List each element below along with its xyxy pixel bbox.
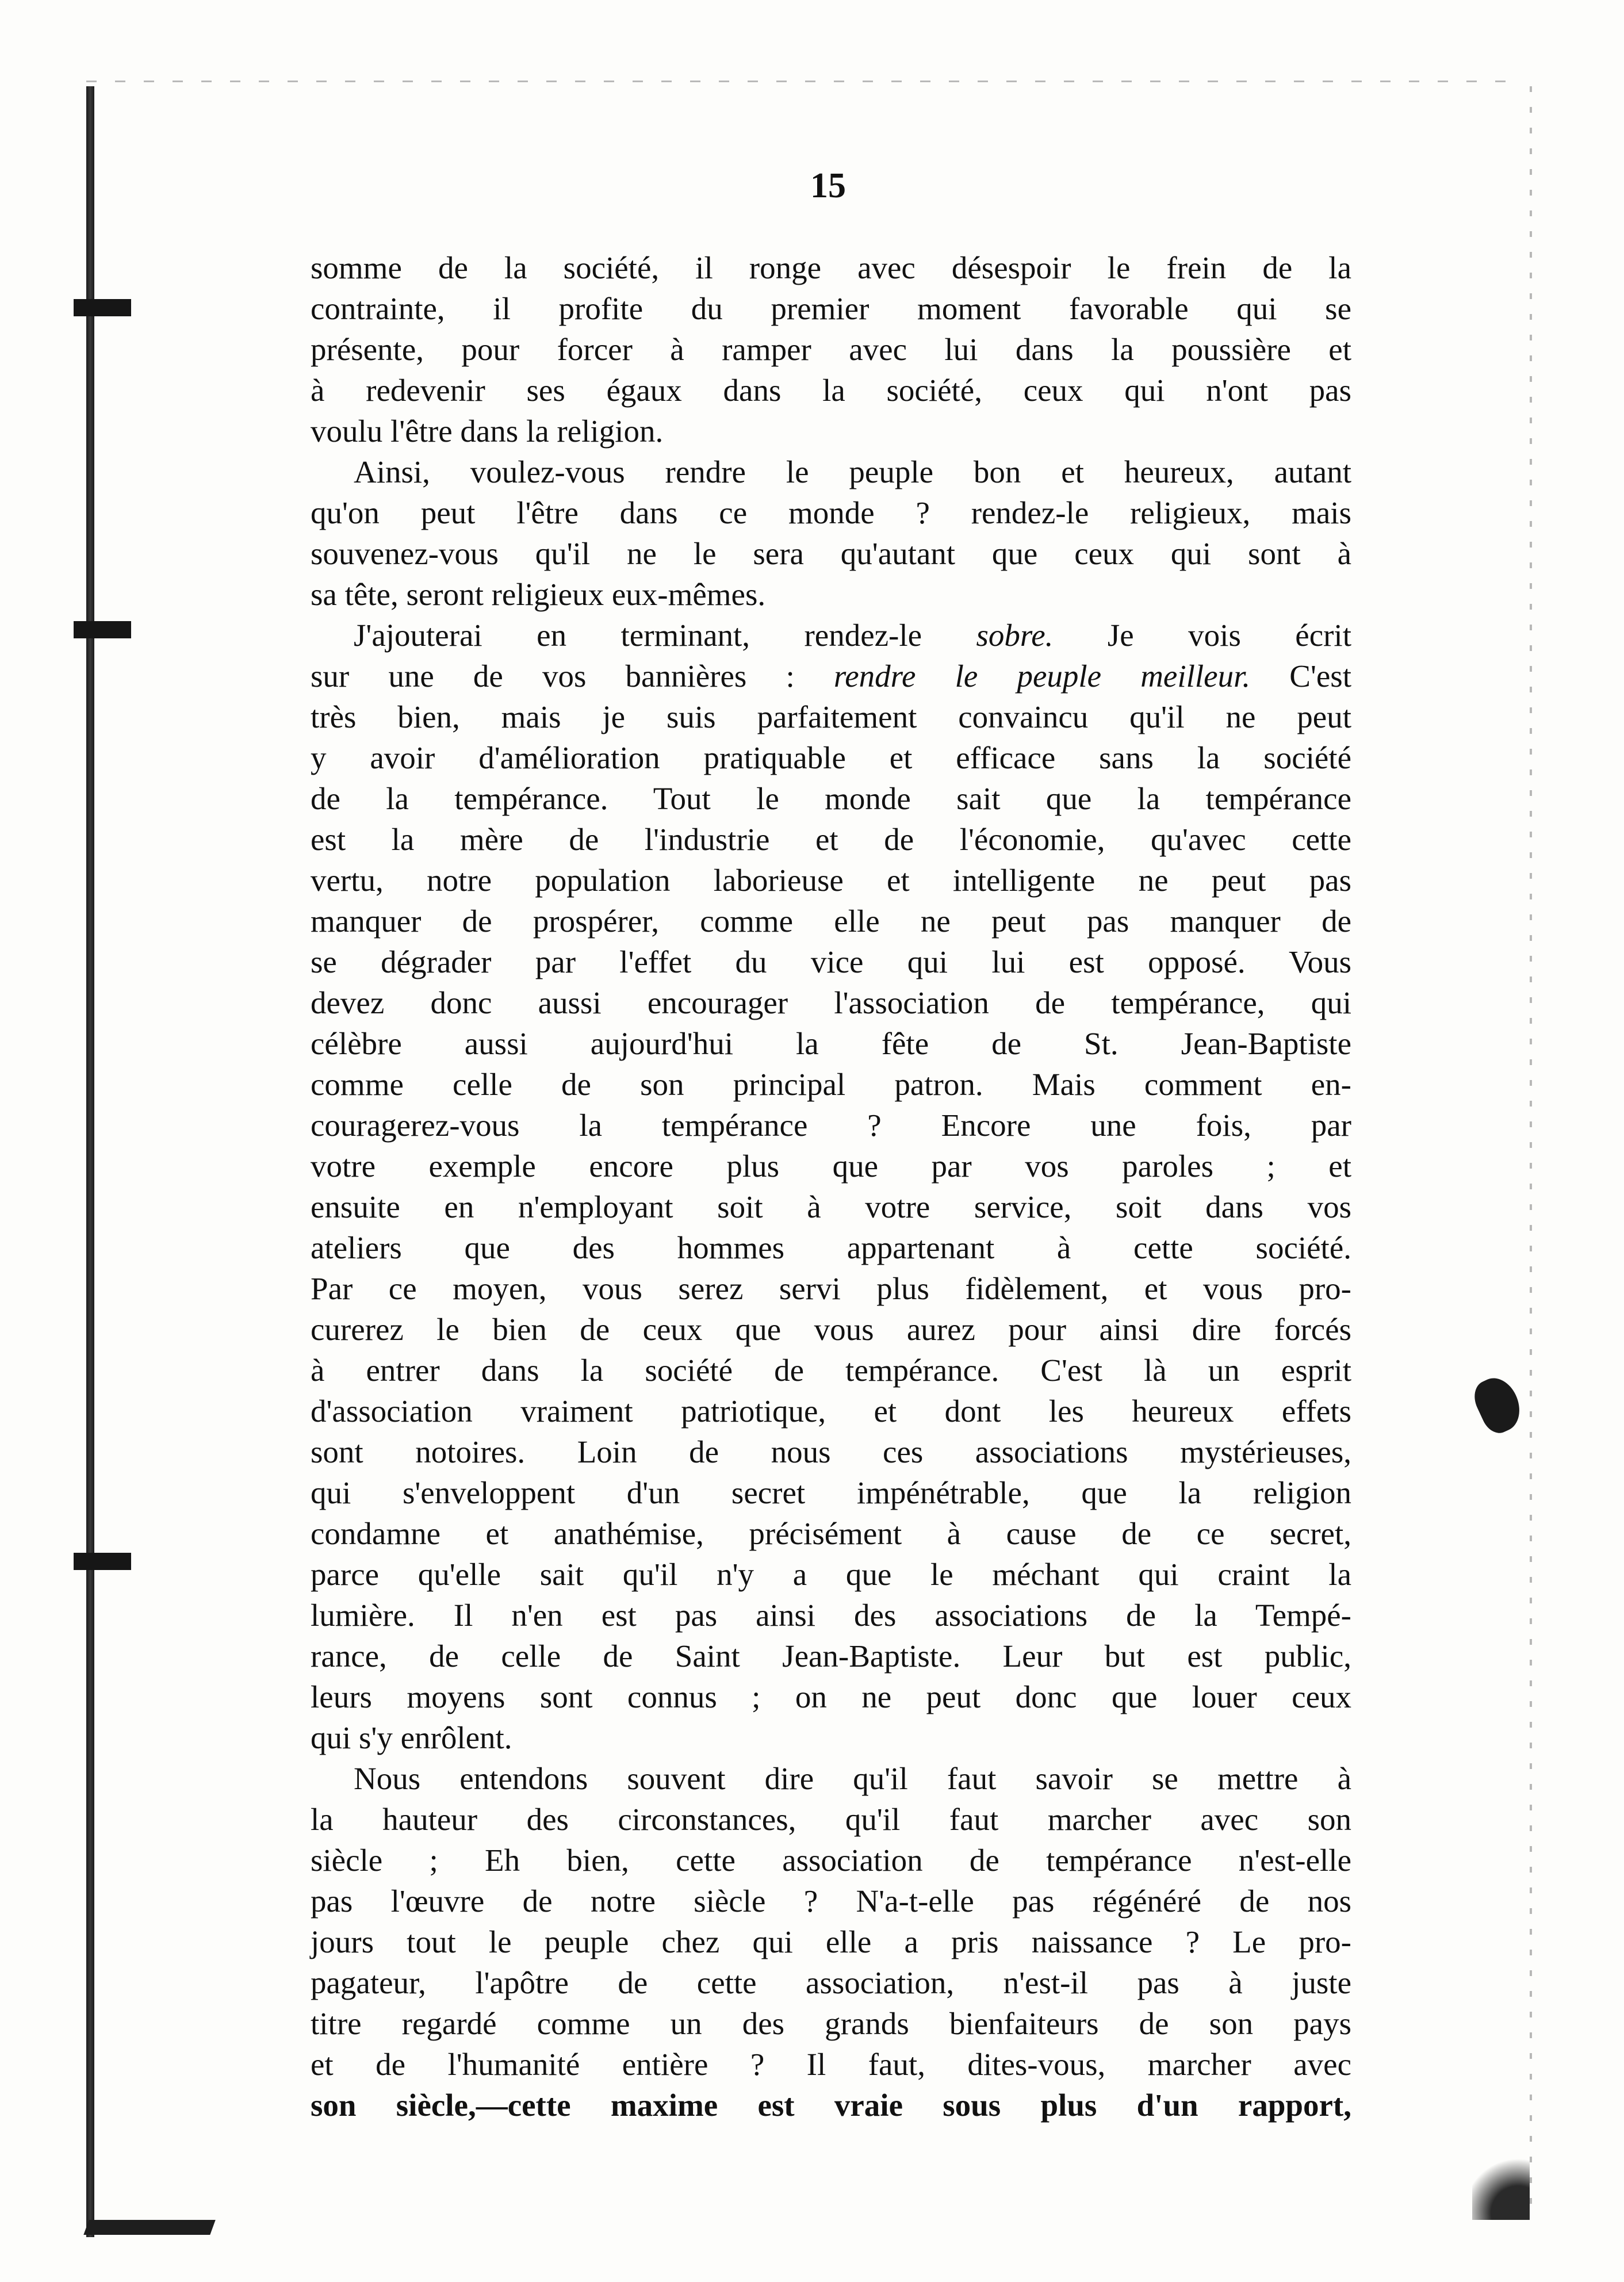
italic-word: sobre.	[976, 618, 1054, 653]
body-text	[311, 247, 1351, 2126]
text-line: Par ce moyen, vous serez servi plus fidèlement, et vous pro-	[311, 1271, 1351, 1306]
text-line: d'association vraiment patriotique, et dont les heureux effets	[311, 1393, 1351, 1429]
text-line: se dégrader par l'effet du vice qui lui est opposé. Vous	[311, 944, 1351, 979]
text-line: célèbre aussi aujourd'hui la fête de St. Jean-Baptiste	[311, 1026, 1351, 1061]
binding-notch	[74, 621, 131, 638]
text-line: ensuite en n'employant soit à votre service, soit dans vos	[311, 1189, 1351, 1224]
text-line: et de l'humanité entière ? Il faut, dites-vous, marcher avec	[311, 2047, 1351, 2082]
page-top-edge	[86, 81, 1524, 82]
italic-phrase: rendre le peuple meilleur.	[833, 658, 1251, 694]
binding-notch	[74, 299, 131, 316]
text-line: comme celle de son principal patron. Mais comment en-	[311, 1067, 1351, 1102]
page-number: 15	[810, 166, 846, 205]
text-run: sur une de vos bannières :	[311, 658, 834, 694]
text-line: somme de la société, il ronge avec désespoir le frein de la	[311, 250, 1351, 285]
text-line: très bien, mais je suis parfaitement convaincu qu'il ne peut	[311, 699, 1351, 734]
text-line: son siècle,—cette maxime est vraie sous plus d'un rapport,	[311, 2088, 1351, 2123]
text-line: rance, de celle de Saint Jean-Baptiste. Leur but est public,	[311, 1638, 1351, 1674]
text-line: qu'on peut l'être dans ce monde ? rendez-le religieux, mais	[311, 495, 1351, 530]
text-line: Ainsi, voulez-vous rendre le peuple bon et heureux, autant	[354, 454, 1351, 489]
text-line: pagateur, l'apôtre de cette association, n'est-il pas à juste	[311, 1965, 1351, 2000]
text-line: siècle ; Eh bien, cette association de tempérance n'est-elle	[311, 1843, 1351, 1878]
text-line: qui s'y enrôlent.	[311, 1720, 512, 1755]
text-line: la hauteur des circonstances, qu'il faut marcher avec son	[311, 1802, 1351, 1837]
text-line: condamne et anathémise, précisément à cause de ce secret,	[311, 1516, 1351, 1551]
text-line: à redevenir ses égaux dans la société, ceux qui n'ont pas	[311, 373, 1351, 408]
text-line: devez donc aussi encourager l'association de tempérance, qui	[311, 985, 1351, 1020]
text-line: curerez le bien de ceux que vous aurez pour ainsi dire forcés	[311, 1312, 1351, 1347]
binding-notch	[74, 1553, 131, 1570]
text-line: leurs moyens sont connus ; on ne peut donc que louer ceux	[311, 1679, 1351, 1714]
text-line: souvenez-vous qu'il ne le sera qu'autant que ceux qui sont à	[311, 536, 1351, 571]
text-line: ateliers que des hommes appartenant à cette société.	[311, 1230, 1351, 1265]
text-line	[311, 656, 1351, 696]
text-line: sont notoires. Loin de nous ces associations mystérieuses,	[311, 1434, 1351, 1469]
text-line: y avoir d'amélioration pratiquable et efficace sans la société	[311, 740, 1351, 775]
text-line: couragerez-vous la tempérance ? Encore une fois, par	[311, 1108, 1351, 1143]
text-line: voulu l'être dans la religion.	[311, 413, 664, 449]
text-line: à entrer dans la société de tempérance. C'est là un esprit	[311, 1353, 1351, 1388]
binding-base	[83, 2220, 215, 2235]
text-line: Nous entendons souvent dire qu'il faut savoir se mettre à	[354, 1761, 1351, 1796]
text-run: Je vois écrit	[1053, 618, 1351, 653]
text-run: J'ajouterai en terminant, rendez-le	[354, 618, 976, 653]
text-line: vertu, notre population laborieuse et intelligente ne peut pas	[311, 863, 1351, 898]
text-line: titre regardé comme un des grands bienfaiteurs de son pays	[311, 2006, 1351, 2041]
text-line: jours tout le peuple chez qui elle a pris naissance ? Le pro-	[311, 1924, 1351, 1959]
text-line: est la mère de l'industrie et de l'économie, qu'avec cette	[311, 822, 1351, 857]
text-line: contrainte, il profite du premier moment favorable qui se	[311, 291, 1351, 326]
text-line: qui s'enveloppent d'un secret impénétrable, que la religion	[311, 1475, 1351, 1510]
corner-stain	[1472, 2151, 1530, 2220]
text-line: pas l'œuvre de notre siècle ? N'a-t-elle pas régénéré de nos	[311, 1883, 1351, 1919]
text-line: parce qu'elle sait qu'il n'y a que le méchant qui craint la	[311, 1557, 1351, 1592]
text-line: votre exemple encore plus que par vos paroles ; et	[311, 1148, 1351, 1184]
text-line	[311, 615, 1351, 656]
text-run: C'est	[1250, 658, 1351, 694]
text-line: de la tempérance. Tout le monde sait que la tempérance	[311, 781, 1351, 816]
text-line: lumière. Il n'en est pas ainsi des associations de la Tempé-	[311, 1598, 1351, 1633]
text-line: présente, pour forcer à ramper avec lui dans la poussière et	[311, 332, 1351, 367]
page-right-edge	[1530, 86, 1532, 2214]
ink-blot	[1468, 1372, 1528, 1438]
binding-edge	[86, 86, 94, 2237]
text-line: sa tête, seront religieux eux-mêmes.	[311, 577, 766, 612]
text-line: manquer de prospérer, comme elle ne peut pas manquer de	[311, 903, 1351, 939]
